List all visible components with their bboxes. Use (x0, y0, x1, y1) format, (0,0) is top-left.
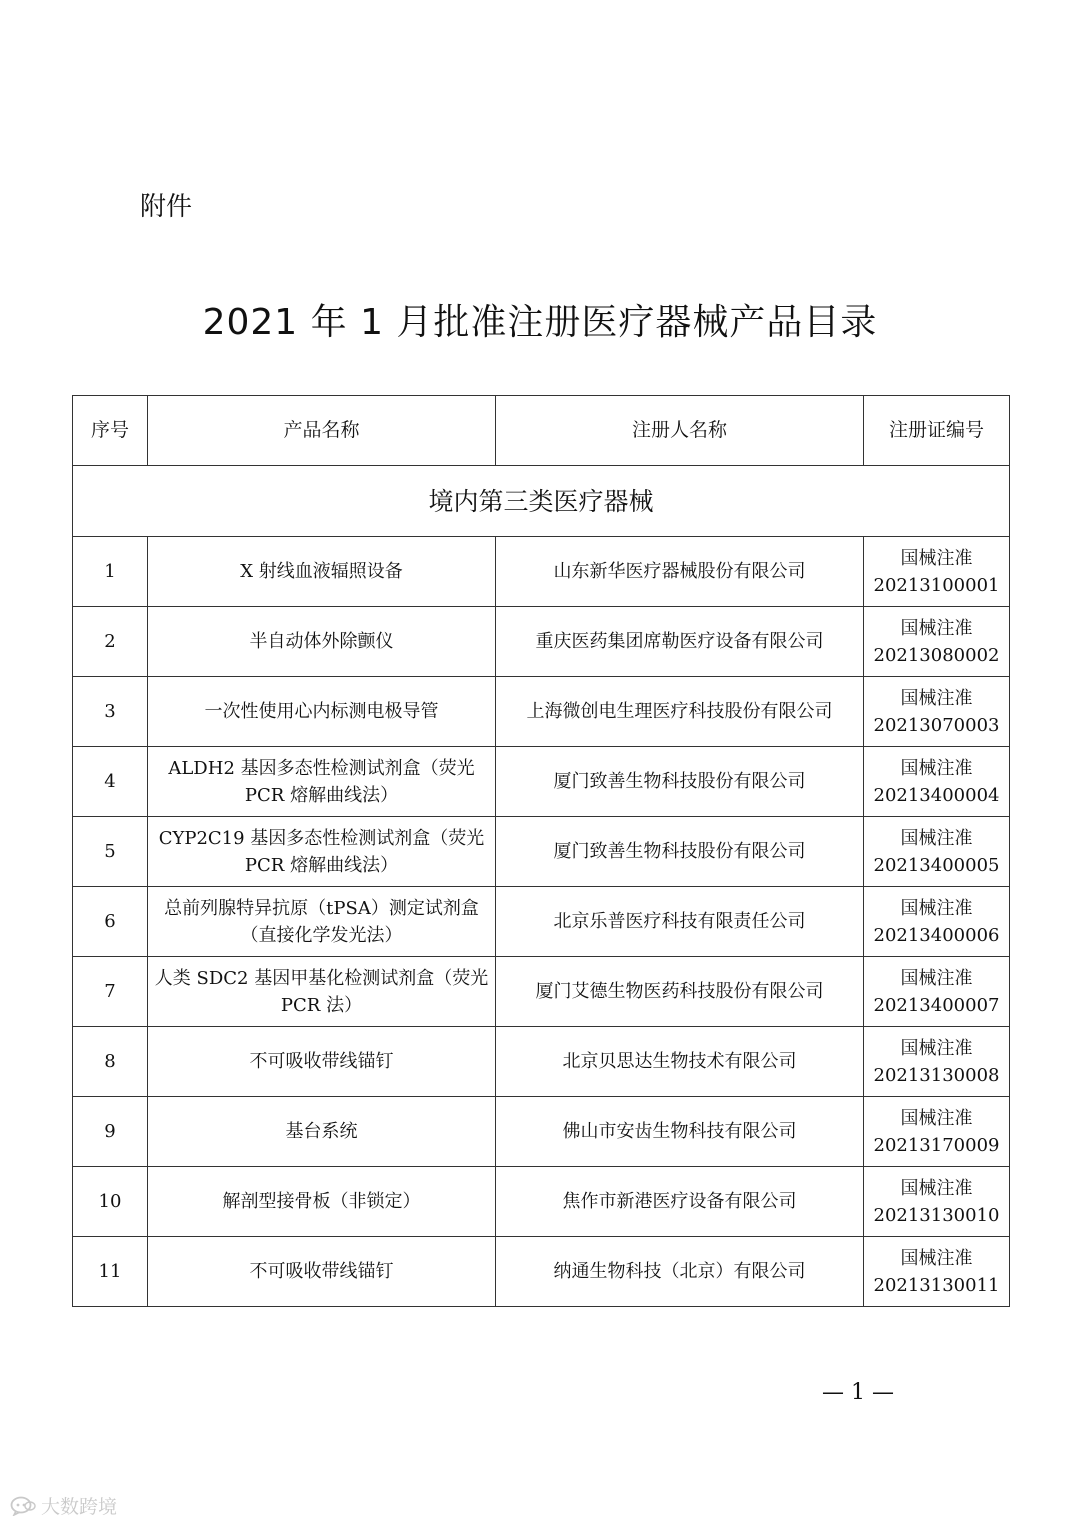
row-product-name: 半自动体外除颤仪 (148, 607, 496, 677)
certificate-code: 20213400006 (873, 924, 1000, 946)
row-certificate-number (864, 887, 1010, 957)
watermark (10, 1492, 117, 1519)
row-product-name: ALDH2 基因多态性检测试剂盒（荧光 PCR 熔解曲线法） (148, 747, 496, 817)
table-row (73, 1167, 1010, 1237)
page-number: — 1 — (822, 1380, 894, 1405)
document-title: 2021 年 1 月批准注册医疗器械产品目录 (202, 302, 878, 343)
row-serial-no: 7 (73, 957, 148, 1027)
table-row (73, 677, 1010, 747)
certificate-code: 20213100001 (873, 574, 1000, 596)
certificate-prefix: 国械注准 (900, 1107, 973, 1129)
row-certificate-number (864, 1237, 1010, 1307)
row-serial-no: 9 (73, 1097, 148, 1167)
row-serial-no: 5 (73, 817, 148, 887)
certificate-prefix: 国械注准 (900, 897, 973, 919)
certificate-prefix: 国械注准 (900, 827, 973, 849)
row-registrant-name: 焦作市新港医疗设备有限公司 (496, 1167, 864, 1237)
table-row (73, 887, 1010, 957)
row-serial-no: 8 (73, 1027, 148, 1097)
row-certificate-number (864, 1027, 1010, 1097)
row-registrant-name: 上海微创电生理医疗科技股份有限公司 (496, 677, 864, 747)
certificate-code: 20213070003 (873, 714, 1000, 736)
row-registrant-name: 厦门致善生物科技股份有限公司 (496, 747, 864, 817)
certificate-prefix: 国械注准 (900, 547, 973, 569)
certificate-code: 20213130011 (873, 1274, 1000, 1296)
table-header-row (73, 396, 1010, 466)
certificate-code: 20213130008 (873, 1064, 1000, 1086)
chat-bubble-icon (10, 1496, 36, 1516)
certificate-code: 20213400007 (873, 994, 1000, 1016)
header-serial-no: 序号 (73, 396, 148, 466)
row-product-name: 人类 SDC2 基因甲基化检测试剂盒（荧光 PCR 法） (148, 957, 496, 1027)
certificate-code: 20213080002 (873, 644, 1000, 666)
certificate-prefix: 国械注准 (900, 1247, 973, 1269)
row-certificate-number (864, 957, 1010, 1027)
row-product-name: 不可吸收带线锚钉 (148, 1027, 496, 1097)
row-certificate-number (864, 677, 1010, 747)
header-certificate-number: 注册证编号 (864, 396, 1010, 466)
row-product-name: 基台系统 (148, 1097, 496, 1167)
row-serial-no: 2 (73, 607, 148, 677)
row-product-name: 一次性使用心内标测电极导管 (148, 677, 496, 747)
row-serial-no: 10 (73, 1167, 148, 1237)
table-row (73, 957, 1010, 1027)
header-product-name: 产品名称 (148, 396, 496, 466)
row-product-name: 解剖型接骨板（非锁定） (148, 1167, 496, 1237)
section-title: 境内第三类医疗器械 (73, 466, 1010, 537)
row-certificate-number (864, 537, 1010, 607)
certificate-code: 20213170009 (873, 1134, 1000, 1156)
certificate-prefix: 国械注准 (900, 1177, 973, 1199)
watermark-text: 大数跨境 (41, 1496, 118, 1518)
table-row (73, 1237, 1010, 1307)
row-product-name: X 射线血液辐照设备 (148, 537, 496, 607)
certificate-code: 20213130010 (873, 1204, 1000, 1226)
row-serial-no: 3 (73, 677, 148, 747)
certificate-prefix: 国械注准 (900, 757, 973, 779)
row-product-name: 总前列腺特异抗原（tPSA）测定试剂盒（直接化学发光法） (148, 887, 496, 957)
row-certificate-number (864, 607, 1010, 677)
row-certificate-number (864, 1097, 1010, 1167)
certificate-prefix: 国械注准 (900, 687, 973, 709)
row-serial-no: 4 (73, 747, 148, 817)
row-serial-no: 11 (73, 1237, 148, 1307)
row-registrant-name: 厦门艾德生物医药科技股份有限公司 (496, 957, 864, 1027)
section-row (73, 466, 1010, 537)
certificate-code: 20213400005 (873, 854, 1000, 876)
catalog-table (72, 395, 1010, 1307)
row-product-name: 不可吸收带线锚钉 (148, 1237, 496, 1307)
certificate-code: 20213400004 (873, 784, 1000, 806)
row-serial-no: 1 (73, 537, 148, 607)
row-registrant-name: 山东新华医疗器械股份有限公司 (496, 537, 864, 607)
table-row (73, 1097, 1010, 1167)
table-row (73, 607, 1010, 677)
header-registrant-name: 注册人名称 (496, 396, 864, 466)
row-serial-no: 6 (73, 887, 148, 957)
row-registrant-name: 纳通生物科技（北京）有限公司 (496, 1237, 864, 1307)
table-row (73, 817, 1010, 887)
certificate-prefix: 国械注准 (900, 967, 973, 989)
certificate-prefix: 国械注准 (900, 617, 973, 639)
row-registrant-name: 佛山市安齿生物科技有限公司 (496, 1097, 864, 1167)
table-row (73, 747, 1010, 817)
table-row (73, 1027, 1010, 1097)
row-registrant-name: 北京乐普医疗科技有限责任公司 (496, 887, 864, 957)
certificate-prefix: 国械注准 (900, 1037, 973, 1059)
row-certificate-number (864, 747, 1010, 817)
table-row (73, 537, 1010, 607)
attachment-label: 附件 (140, 192, 193, 222)
row-certificate-number (864, 1167, 1010, 1237)
row-product-name: CYP2C19 基因多态性检测试剂盒（荧光 PCR 熔解曲线法） (148, 817, 496, 887)
row-registrant-name: 重庆医药集团席勒医疗设备有限公司 (496, 607, 864, 677)
row-certificate-number (864, 817, 1010, 887)
row-registrant-name: 北京贝思达生物技术有限公司 (496, 1027, 864, 1097)
row-registrant-name: 厦门致善生物科技股份有限公司 (496, 817, 864, 887)
